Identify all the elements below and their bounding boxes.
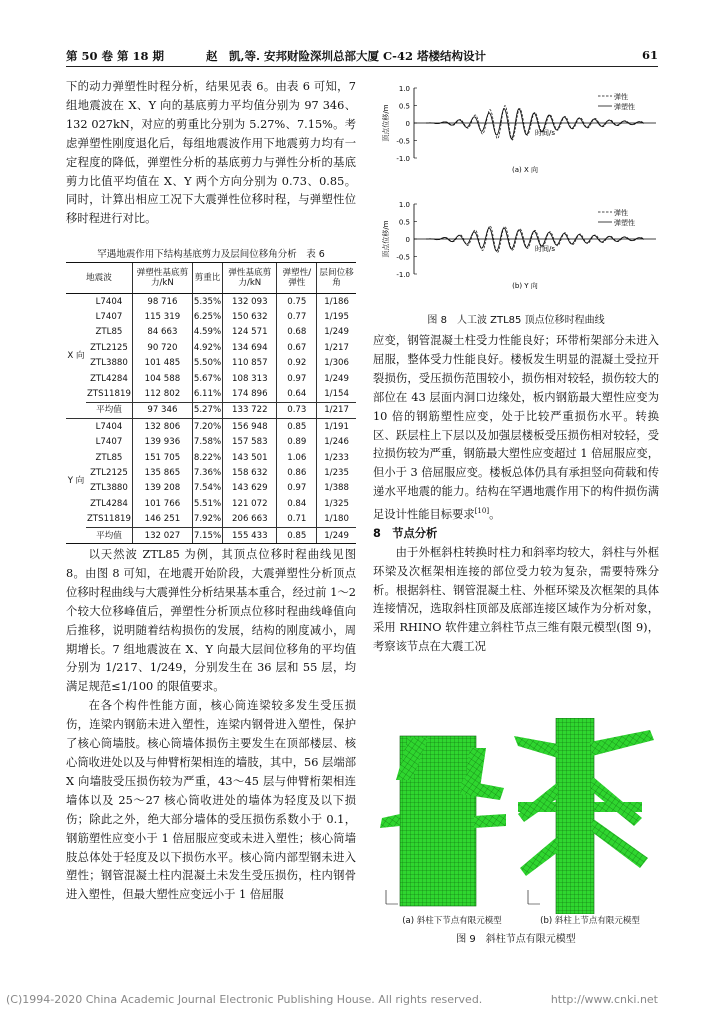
table-cell: 0.84	[277, 496, 317, 511]
table-cell: 1/154	[317, 386, 356, 402]
cnki-url: http://www.cnki.net	[550, 993, 658, 1006]
table-cell: ZTS11819	[87, 514, 131, 525]
table-cell: ZTL3880	[90, 483, 128, 494]
col-header: 层间位移角	[317, 263, 356, 294]
left-paragraph-1	[66, 78, 356, 238]
body-text: 由于外框斜柱转换时柱力和斜率均较大，斜柱与外框环梁及次框架相连接的部位受力较为复杂，需要特殊分析。根据斜柱、钢管混凝土柱、外框环梁及次框架的具体连接情况，选取斜柱顶部及底部连接区域作为分析对象，采用 RHINO 软件建立斜柱节点三维有限元模型(图 9)，考察该节点在大震工况	[373, 545, 659, 654]
body-text-end: 。	[489, 507, 501, 521]
table-6	[66, 262, 356, 544]
table-cell: 0.85	[277, 527, 317, 543]
table-cell: ZTS11819	[87, 389, 131, 400]
y-tick-label: 1.0	[398, 201, 410, 209]
right-paragraphs	[373, 332, 659, 712]
y-tick-label: 1.0	[398, 85, 410, 93]
table-cell: 139 936	[132, 435, 192, 450]
col-header: 弹性基底剪力/kN	[223, 263, 277, 294]
fe-model-lower-node	[380, 736, 506, 906]
table-cell: L7407	[95, 437, 123, 448]
y-tick-label: 0	[405, 120, 410, 128]
figure-9-models	[378, 718, 658, 914]
table-row	[66, 450, 356, 465]
table-cell: 1/195	[317, 309, 356, 324]
table-cell: 133 722	[223, 402, 277, 418]
table-cell: 90 720	[132, 340, 192, 355]
table-cell: 139 208	[132, 481, 192, 496]
table-cell: 158 632	[223, 465, 277, 480]
table-cell: 110 857	[223, 356, 277, 371]
journal-volume: 第 50 卷 第 18 期	[66, 49, 165, 63]
table-cell: L7404	[95, 421, 123, 432]
table-cell: 7.54%	[192, 481, 222, 496]
table-cell: ZTL85	[95, 452, 123, 463]
table-cell: 平均值	[86, 402, 132, 418]
table-cell: 0.92	[277, 356, 317, 371]
table-cell: 1/191	[317, 419, 356, 435]
y-tick-label: 0.5	[398, 218, 410, 227]
table-cell: 0.71	[277, 511, 317, 527]
col-header: 剪重比	[192, 263, 222, 294]
table-row	[66, 435, 356, 450]
table-cell: 150 632	[223, 309, 277, 324]
table-row	[66, 465, 356, 480]
legend-label: 弹性	[614, 209, 628, 217]
table-row	[66, 325, 356, 340]
table-row	[66, 340, 356, 355]
legend-label: 弹塑性	[614, 219, 635, 227]
table-cell: L7404	[95, 296, 123, 307]
table-cell: 4.92%	[192, 340, 222, 355]
chart-subtitle: (a) X 向	[512, 166, 538, 174]
table-row	[66, 386, 356, 402]
body-text	[373, 332, 659, 525]
y-tick-label: -0.5	[396, 253, 410, 262]
copyright-text: (C)1994-2020 China Academic Journal Electronic Publishing House. All rights reserved.	[6, 993, 483, 1006]
table-cell: 平均值	[86, 527, 132, 543]
table-cell: 1/180	[317, 511, 356, 527]
table-cell: 104 588	[132, 371, 192, 386]
table-cell: 1/235	[317, 465, 356, 480]
table-cell: 5.35%	[192, 294, 222, 310]
table-cell: 6.11%	[192, 386, 222, 402]
chart-x-direction	[370, 80, 660, 188]
table-cell: 0.86	[277, 465, 317, 480]
table-cell: 135 865	[132, 465, 192, 480]
table-cell: 0.64	[277, 386, 317, 402]
table-cell: ZTL2125	[90, 342, 128, 353]
direction-label: Y 向	[66, 419, 86, 544]
table-cell: ZTL4284	[90, 373, 128, 384]
figure-9a-caption: (a) 斜柱下节点有限元模型	[402, 916, 502, 926]
table-cell: 143 501	[223, 450, 277, 465]
table-cell: 0.75	[277, 294, 317, 310]
table-cell: 1/306	[317, 356, 356, 371]
table-cell: 1/325	[317, 496, 356, 511]
table-cell: ZTL85	[95, 327, 123, 338]
table-cell: 132 093	[223, 294, 277, 310]
x-axis-label: 时间/s	[534, 129, 556, 137]
table-cell: 5.67%	[192, 371, 222, 386]
table-cell: 5.50%	[192, 356, 222, 371]
table-cell: 7.20%	[192, 419, 222, 435]
table-cell: 7.92%	[192, 511, 222, 527]
table-row-average	[66, 527, 356, 543]
table-cell: 97 346	[132, 402, 192, 418]
y-tick-label: -1.0	[396, 155, 410, 163]
table-cell: 112 802	[132, 386, 192, 402]
body-text: 以天然波 ZTL85 为例，其顶点位移时程曲线见图 8。由图 8 可知，在地震开始阶段，大震弹塑性分析顶点位移时程曲线与大震弹性分析结果基本重合，经过前 1～2 个较大位移峰值后，弹塑性分析顶点位移时程曲线峰值向后推移，说明随着结构损伤的发展，结构的刚度减小，周期增长。7 组地震波在 X、Y 向最大层间位移角的平均值分别为 1/217、1/249，分别发生在 36 层和 55 层，均满足规范≤1/100 的限值要求。	[66, 548, 356, 694]
legend-label: 弹性	[614, 93, 628, 101]
table-cell: 1/186	[317, 294, 356, 310]
body-text: 下的动力弹塑性时程分析，结果见表 6。由表 6 可知，7 组地震波在 X、Y 向的基底剪力平均值分别为 97 346、132 027kN，对应的剪重比分别为 5.27%、7.15%。考虑弹塑性刚度退化后，每组地震波作用下地震剪力均有一定程度的降低，弹塑性分析的基底剪力与弹性分析的基底剪力比值平均值在 X、Y 两个方向分别为 0.73、0.85。同时，计算出相应工况下大震弹性位移时程，与弹塑性位移时程进行对比。	[66, 80, 356, 226]
table-cell: 0.77	[277, 309, 317, 324]
section-heading: 8 节点分析	[373, 526, 438, 540]
table-cell: 98 716	[132, 294, 192, 310]
y-tick-label: -0.5	[396, 137, 410, 146]
figure-8-caption: 图 8 人工波 ZTL85 顶点位移时程曲线	[427, 315, 605, 326]
table-row	[66, 481, 356, 496]
col-header: 弹塑性基底剪力/kN	[132, 263, 192, 294]
table-cell: 155 433	[223, 527, 277, 543]
table-caption: 罕遇地震作用下结构基底剪力及层间位移角分析 表 6	[97, 249, 325, 260]
table-cell: 0.85	[277, 419, 317, 435]
table-cell: 8.22%	[192, 450, 222, 465]
table-cell: 115 319	[132, 309, 192, 324]
table-cell: 5.27%	[192, 402, 222, 418]
table-cell: 7.15%	[192, 527, 222, 543]
table-cell: 101 485	[132, 356, 192, 371]
x-axis-label: 时间/s	[534, 245, 556, 253]
running-header	[66, 48, 658, 66]
reference-mark: [10]	[474, 507, 490, 516]
left-paragraphs-2	[66, 546, 356, 956]
table-cell: 1/233	[317, 450, 356, 465]
chart-y-direction	[370, 196, 660, 304]
table-cell: 6.25%	[192, 309, 222, 324]
col-header: 弹塑性/弹性	[277, 263, 317, 294]
table-cell: 143 629	[223, 481, 277, 496]
col-header: 地震波	[66, 263, 132, 294]
y-axis-label: 顶点位移/m	[382, 220, 390, 258]
table-cell: 7.36%	[192, 465, 222, 480]
table-cell: ZTL3880	[90, 358, 128, 369]
table-cell: 0.68	[277, 325, 317, 340]
table-cell: 108 313	[223, 371, 277, 386]
table-cell: 132 806	[132, 419, 192, 435]
table-cell: 134 694	[223, 340, 277, 355]
table-cell: 121 072	[223, 496, 277, 511]
table-cell: 84 663	[132, 325, 192, 340]
table-cell: 157 583	[223, 435, 277, 450]
y-tick-label: -1.0	[396, 271, 410, 279]
table-cell: 0.97	[277, 371, 317, 386]
table-cell: 156 948	[223, 419, 277, 435]
table-cell: 1/249	[317, 325, 356, 340]
table-cell: 1/388	[317, 481, 356, 496]
table-cell: ZTL2125	[90, 467, 128, 478]
legend-label: 弹塑性	[614, 103, 635, 111]
direction-label: X 向	[66, 294, 86, 419]
table-cell: ZTL4284	[90, 498, 128, 509]
y-tick-label: 0.5	[398, 102, 410, 111]
table-cell: 174 896	[223, 386, 277, 402]
article-running-title: 赵 凯,等. 安邦财险深圳总部大厦 C-42 塔楼结构设计	[206, 49, 486, 63]
y-axis-label: 顶点位移/m	[382, 104, 390, 142]
table-row	[66, 419, 356, 435]
table-cell: 4.59%	[192, 325, 222, 340]
table-cell: 1/249	[317, 371, 356, 386]
table-cell: 0.89	[277, 435, 317, 450]
y-tick-label: 0	[405, 236, 410, 244]
table-row	[66, 511, 356, 527]
fe-model-upper-node	[514, 718, 654, 914]
header-rule	[66, 66, 658, 67]
figure-9b-caption: (b) 斜柱上节点有限元模型	[540, 916, 640, 926]
body-text: 在各个构件性能方面，核心筒连梁较多发生受压损伤，连梁内钢筋未进入塑性，连梁内钢骨进入塑性，保护了核心筒墙肢。核心筒墙体损伤主要发生在顶部楼层、核心筒收进处以及与伸臂桁架相连的墙肢，其中，56 层端部 X 向墙肢受压损伤较为严重，43～45 层与伸臂桁架相连墙体以及 25～27 核心筒收进处的墙体为轻度及以下损伤；除此之外，绝大部分墙体的受压损伤系数小于 0.1，钢筋塑性应变小于 1 倍屈服应变或未进入塑性；核心筒墙肢总体处于轻度及以下损伤水平。核心筒内部型钢未进入塑性；钢管混凝土柱内混凝土未发生受压损伤，柱内钢骨进入塑性，但最大塑性应变远小于 1 倍屈服	[66, 699, 356, 902]
table-cell: 0.97	[277, 481, 317, 496]
table-row	[66, 356, 356, 371]
table-cell: 1/246	[317, 435, 356, 450]
table-cell: 0.73	[277, 402, 317, 418]
table-cell: 1.06	[277, 450, 317, 465]
table-cell: 132 027	[132, 527, 192, 543]
page-number: 61	[641, 48, 658, 62]
table-cell: 146 251	[132, 511, 192, 527]
table-cell: L7407	[95, 312, 123, 323]
table-cell: 124 571	[223, 325, 277, 340]
table-row-average	[66, 402, 356, 418]
table-cell: 151 705	[132, 450, 192, 465]
body-text-span: 应变，钢管混凝土柱受力性能良好；环带桁架部分未进入屈服，整体受力性能良好。楼板发生明显的混凝土受拉开裂损伤，受压损伤范围较小，损伤相对较轻，损伤较大的部位在 43 层面内洞口边缘处，板内钢筋最大塑性应变为 10 倍的钢筋塑性应变，处于比较严重损伤水平。转换区、跃层柱上下层以及加强层楼板受压损伤相对较轻，受拉损伤较为严重，钢筋最大塑性应变超过 1 倍屈服应变，但小于 3 倍屈服应变。楼板总体仍具有承担竖向荷载和传递水平地震的能力。结构在罕遇地震作用下的构件损伤满足设计性能目标要求	[373, 334, 659, 521]
table-cell: 5.51%	[192, 496, 222, 511]
table-row	[66, 496, 356, 511]
table-cell: 1/249	[317, 527, 356, 543]
table-cell: 1/217	[317, 402, 356, 418]
table-row	[66, 309, 356, 324]
table-cell: 101 766	[132, 496, 192, 511]
table-cell: 206 663	[223, 511, 277, 527]
figure-9-caption: 图 9 斜柱节点有限元模型	[456, 934, 576, 945]
table-row	[66, 294, 356, 310]
chart-subtitle: (b) Y 向	[512, 282, 538, 290]
table-cell: 7.58%	[192, 435, 222, 450]
table-cell: 1/217	[317, 340, 356, 355]
table-cell: 0.67	[277, 340, 317, 355]
table-row	[66, 371, 356, 386]
